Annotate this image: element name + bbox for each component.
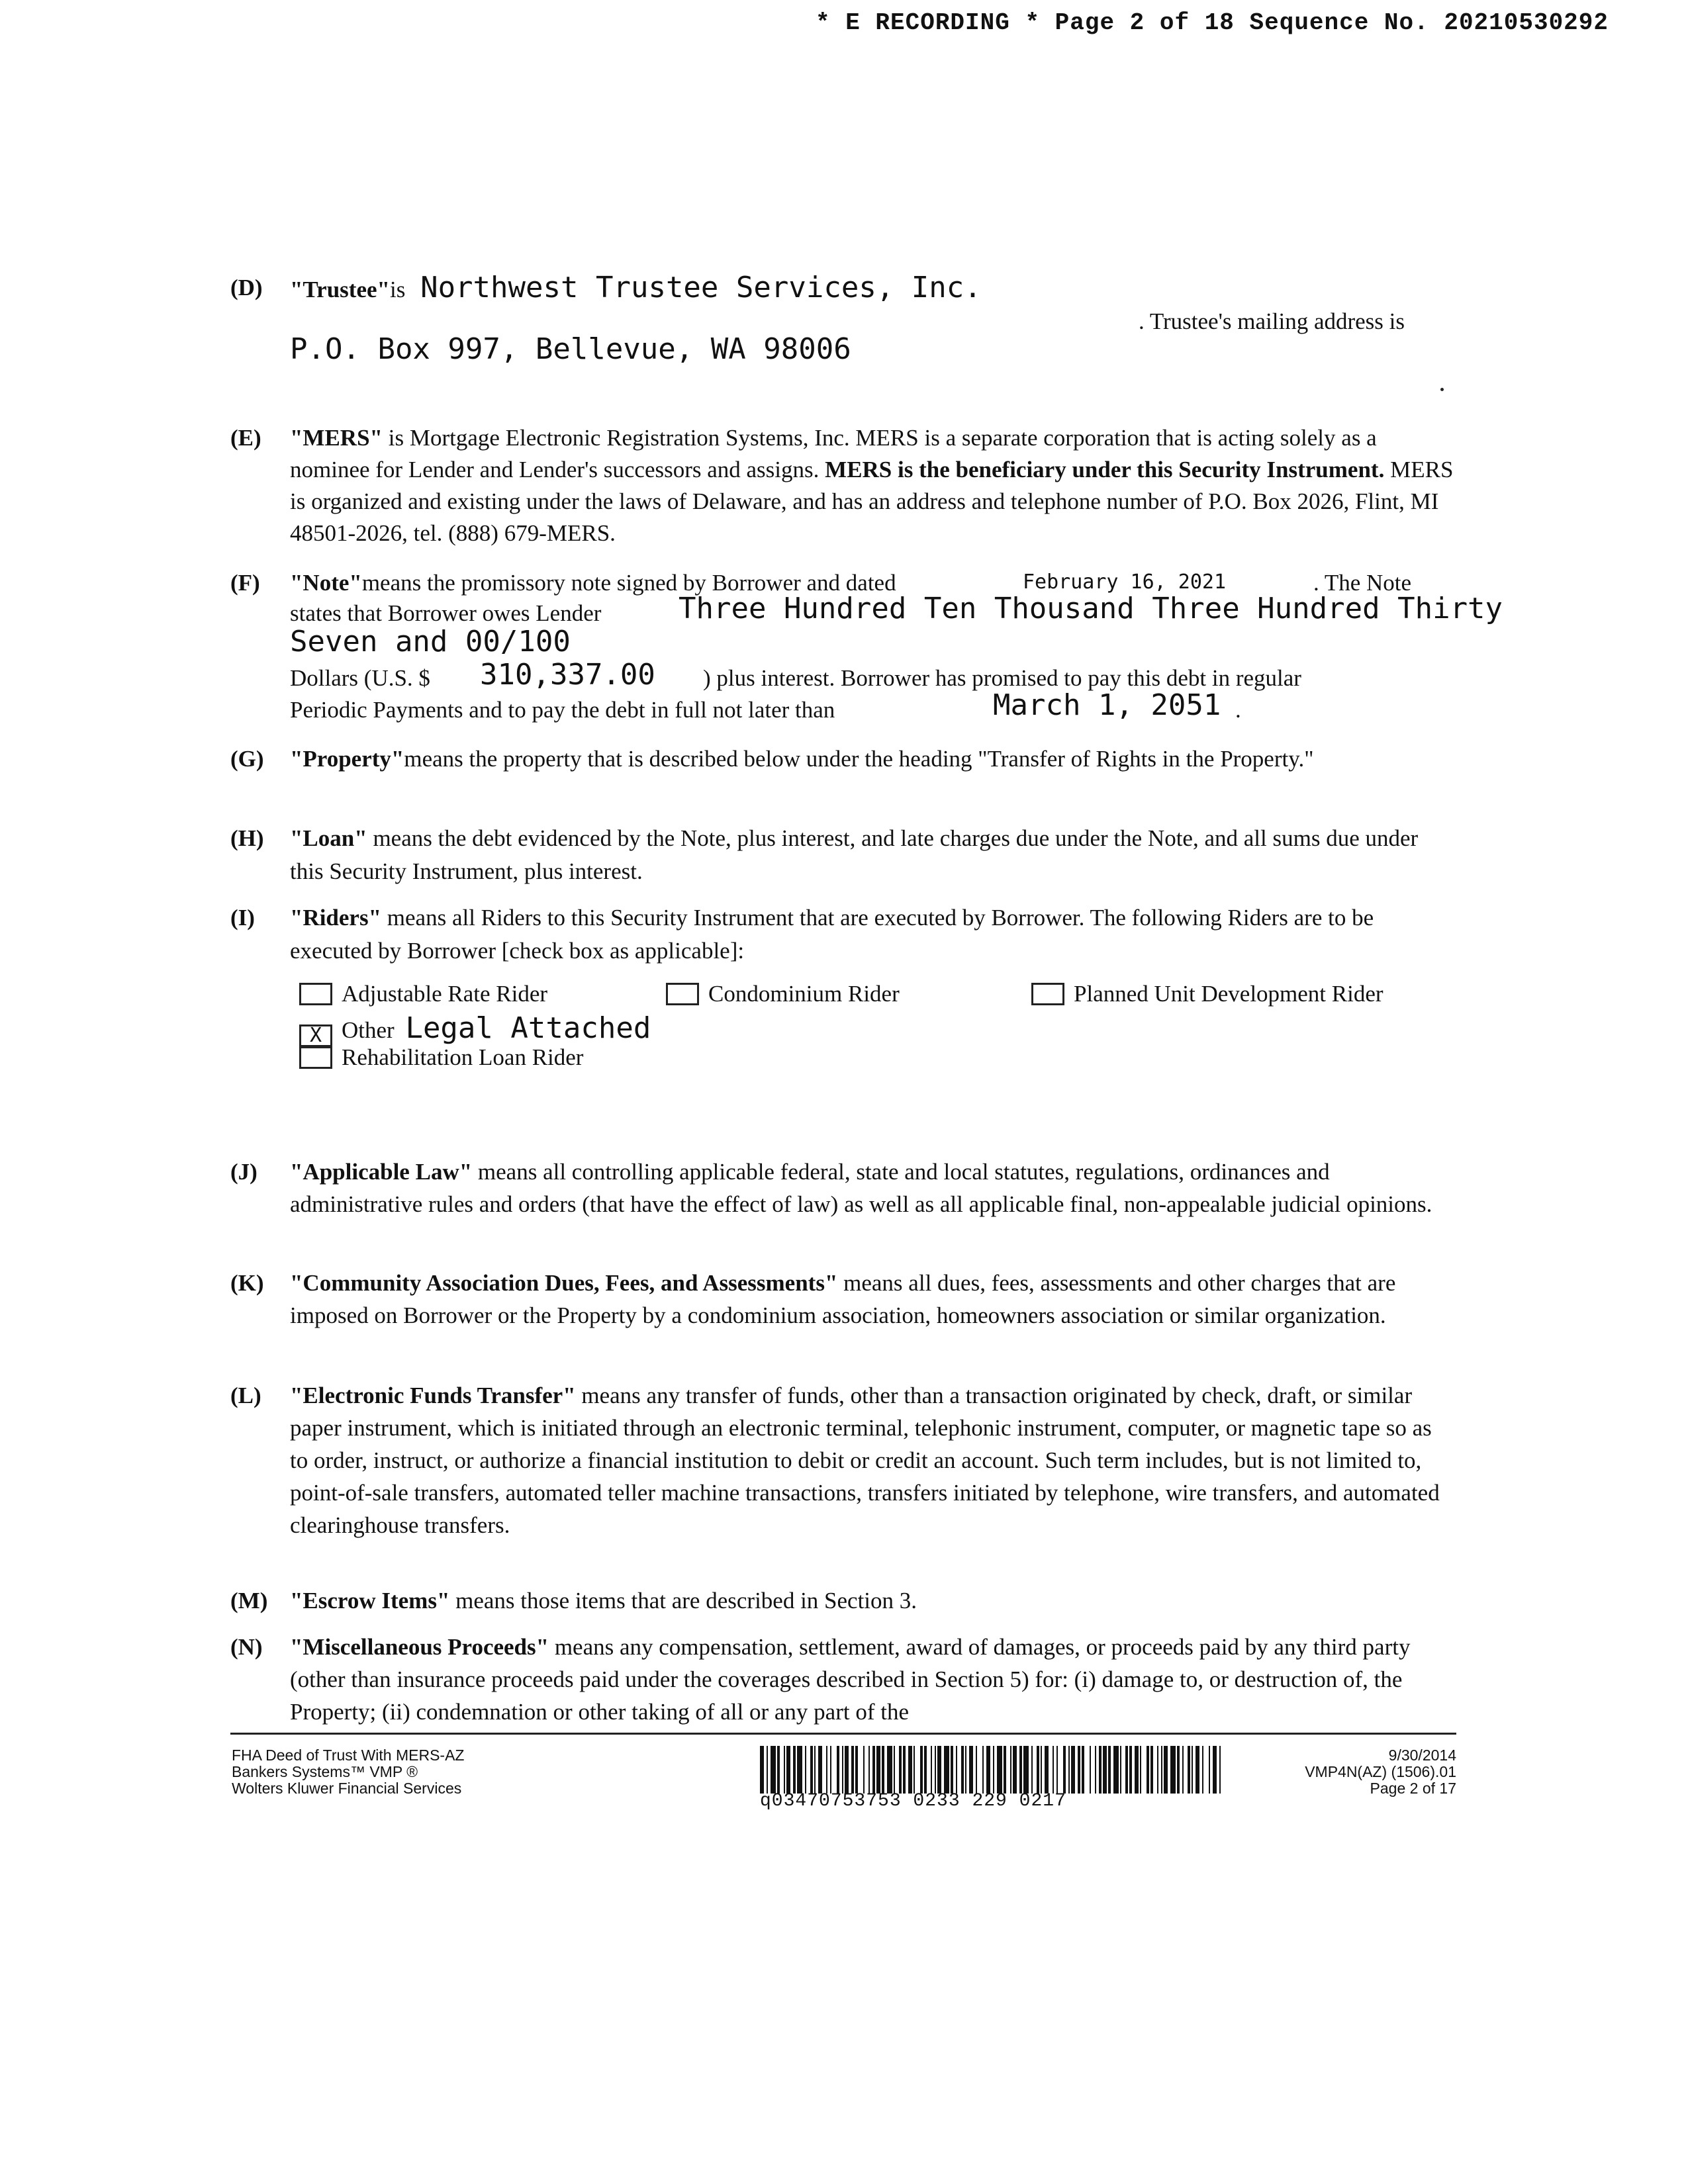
note-amount-words-2: Seven and 00/100 <box>290 625 571 659</box>
loan-text: means the debt evidenced by the Note, plus interest, and late charges due under the Note, and all sums due under this Security Instrument, plus interest. <box>290 825 1419 884</box>
escrow-term: "Escrow Items" <box>290 1588 450 1614</box>
barcode-bar <box>1209 1746 1210 1794</box>
barcode-bar <box>1090 1746 1091 1794</box>
note-maturity-date: March 1, 2051 <box>993 688 1221 722</box>
barcode-bar <box>1010 1746 1011 1794</box>
barcode-bar <box>1150 1746 1153 1794</box>
section-n-label: (N) <box>230 1634 263 1660</box>
barcode-bar <box>1068 1746 1070 1794</box>
barcode-bar <box>826 1746 827 1794</box>
footer-page: Page 2 of 17 <box>1370 1780 1456 1797</box>
barcode-bar <box>976 1746 977 1794</box>
barcode-bar <box>1013 1746 1017 1794</box>
riders-text: means all Riders to this Security Instrument that are executed by Borrower. The following Riders are to be executed by Borrower [check box as applicable]: <box>290 905 1374 964</box>
footer-rule <box>230 1733 1456 1735</box>
trustee-mailing-text: . Trustee's mailing address is <box>1139 308 1405 334</box>
barcode-bar <box>882 1746 884 1794</box>
community-text: means all dues, fees, assessments and other charges that are imposed on Borrower or the Property by a condominium association, homeowners association or similar organization. <box>290 1270 1396 1328</box>
barcode-bar <box>935 1746 936 1794</box>
rider-pud-label: Planned Unit Development Rider <box>1074 981 1383 1007</box>
community-term: "Community Association Dues, Fees, and Assessments" <box>290 1270 838 1296</box>
barcode-bar <box>1031 1746 1033 1794</box>
barcode-bar <box>993 1746 994 1794</box>
barcode-bar <box>1177 1746 1180 1794</box>
section-e-label: (E) <box>230 425 261 451</box>
barcode-bar <box>931 1746 932 1794</box>
rider-pud-checkbox[interactable] <box>1031 983 1064 1005</box>
footer-form-code: VMP4N(AZ) (1506).01 <box>1305 1763 1456 1780</box>
note-amount-words-1: Three Hundred Ten Thousand Three Hundred Thirty <box>679 592 1503 625</box>
barcode-bar <box>1157 1746 1158 1794</box>
barcode-bar <box>1103 1746 1107 1794</box>
section-j-label: (J) <box>230 1159 258 1185</box>
barcode-bar <box>914 1746 915 1794</box>
trustee-name: Northwest Trustee Services, Inc. <box>420 271 982 304</box>
trustee-is-text: is <box>389 277 406 302</box>
applicable-law-term: "Applicable Law" <box>290 1159 473 1185</box>
barcode-bar <box>899 1746 902 1794</box>
eft-text: means any transfer of funds, other than a transaction originated by check, draft, or similar paper instrument, which is initiated through an electronic terminal, telephonic instrument, computer, or magnetic tape so as to order, instruct, or authorize a financial institution to debit or credit an account. Such term includes, but is not limited to, point-of-sale transfers, automated teller machine transactions, transfers initiated by telephone, wire transfers, and automated clearinghouse transfers. <box>290 1383 1440 1538</box>
rider-condominium <box>666 981 900 1007</box>
applicable-law-text: means all controlling applicable federal, state and local statutes, regulations, ordinances and administrative rules and orders (that have the effect of law) as well as all applicable final, non-appealable judicial opinions. <box>290 1159 1432 1217</box>
barcode-bar <box>805 1746 806 1794</box>
riders-term: "Riders" <box>290 905 382 931</box>
rider-rehab-label: Rehabilitation Loan Rider <box>342 1044 584 1070</box>
mers-text-1: is Mortgage Electronic Registration Systems, Inc. MERS is a separate corporation that is acting solely as a nominee for Lender and Lender's successors and assigns. <box>290 425 1377 482</box>
recording-header: * E RECORDING * Page 2 of 18 Sequence No. 20210530292 <box>816 9 1609 36</box>
barcode-bar <box>1082 1746 1084 1794</box>
barcode-bar <box>894 1746 895 1794</box>
barcode-bar <box>1202 1746 1203 1794</box>
barcode-bar <box>1023 1746 1029 1794</box>
section-d-label: (D) <box>230 275 263 300</box>
barcode-bar <box>793 1746 796 1794</box>
barcode-bar <box>863 1746 865 1794</box>
rider-other-checkbox[interactable]: X <box>299 1024 332 1047</box>
section-l-label: (L) <box>230 1383 261 1408</box>
barcode-bar <box>1196 1746 1199 1794</box>
section-k-label: (K) <box>230 1270 264 1296</box>
mers-bold-text: MERS is the beneficiary under this Security Instrument. <box>825 457 1385 482</box>
barcode-bar <box>814 1746 816 1794</box>
barcode-bar <box>1213 1746 1217 1794</box>
barcode-bar <box>842 1746 843 1794</box>
rider-adjustable-checkbox[interactable] <box>299 983 332 1005</box>
barcode-bar <box>969 1746 973 1794</box>
misc-proceeds-text: means any compensation, settlement, award of damages, or proceeds paid by any third party (other than insurance proceeds paid under the coverages described in Section 5) for: (i) damage to, or destruction of, the Property; (ii) condemnation or other taking of all or any part of the <box>290 1634 1411 1725</box>
footer-company: Wolters Kluwer Financial Services <box>232 1780 462 1797</box>
note-text-6: Periodic Payments and to pay the debt in full not later than <box>290 697 835 723</box>
barcode-bar <box>1147 1746 1149 1794</box>
barcode-bar <box>908 1746 912 1794</box>
note-text-2: . The Note <box>1313 570 1412 596</box>
footer-form-name: FHA Deed of Trust With MERS-AZ <box>232 1747 465 1764</box>
barcode-bar <box>956 1746 957 1794</box>
barcode-bar <box>1053 1746 1054 1794</box>
section-f-label: (F) <box>230 570 260 596</box>
barcode-bar <box>771 1746 776 1794</box>
footer-date: 9/30/2014 <box>1388 1747 1456 1764</box>
barcode-bar <box>986 1746 990 1794</box>
misc-proceeds-term: "Miscellaneous Proceeds" <box>290 1634 549 1660</box>
note-text-1: means the promissory note signed by Borrower and dated <box>361 570 896 596</box>
barcode-bar <box>1041 1746 1042 1794</box>
barcode-bar <box>961 1746 964 1794</box>
note-text-5: ) plus interest. Borrower has promised to pay this debt in regular <box>703 665 1301 691</box>
barcode-bar <box>1182 1746 1184 1794</box>
barcode-bar <box>951 1746 953 1794</box>
trustee-address: P.O. Box 997, Bellevue, WA 98006 <box>290 332 851 366</box>
barcode-bar <box>1161 1746 1162 1794</box>
barcode-bar <box>851 1746 854 1794</box>
barcode-bar <box>1129 1746 1132 1794</box>
barcode-bar <box>1188 1746 1190 1794</box>
trustee-term: "Trustee" <box>290 277 390 302</box>
barcode-graphic <box>760 1746 1223 1794</box>
barcode-bar <box>1140 1746 1141 1794</box>
rider-adjustable <box>299 981 547 1007</box>
barcode-bar <box>920 1746 923 1794</box>
barcode-bar <box>887 1746 892 1794</box>
section-h-label: (H) <box>230 825 264 851</box>
barcode-bar <box>1170 1746 1176 1794</box>
barcode-text: q03470753753 0233 229 0217 <box>760 1791 1066 1811</box>
barcode-bar <box>872 1746 875 1794</box>
footer-right <box>1244 1747 1456 1797</box>
barcode-bar <box>777 1746 780 1794</box>
barcode-bar <box>1045 1746 1049 1794</box>
note-text-7: . <box>1235 697 1241 723</box>
loan-term: "Loan" <box>290 825 367 851</box>
rider-rehab <box>299 1044 583 1071</box>
rider-condominium-checkbox[interactable] <box>666 983 699 1005</box>
barcode-bar <box>1037 1746 1039 1794</box>
barcode <box>760 1746 1223 1794</box>
note-date: February 16, 2021 <box>1023 570 1227 594</box>
note-text-3: states that Borrower owes Lender <box>290 600 602 626</box>
barcode-bar <box>767 1746 768 1794</box>
barcode-bar <box>1095 1746 1096 1794</box>
rider-other <box>299 1011 651 1047</box>
barcode-bar <box>810 1746 813 1794</box>
barcode-bar <box>944 1746 949 1794</box>
barcode-bar <box>868 1746 870 1794</box>
barcode-bar <box>982 1746 984 1794</box>
barcode-bar <box>1019 1746 1022 1794</box>
barcode-bar <box>1071 1746 1075 1794</box>
barcode-bar <box>830 1746 831 1794</box>
barcode-bar <box>1004 1746 1006 1794</box>
section-g-label: (G) <box>230 746 264 772</box>
barcode-bar <box>845 1746 849 1794</box>
barcode-bar <box>837 1746 839 1794</box>
barcode-bar <box>855 1746 858 1794</box>
rider-condominium-label: Condominium Rider <box>708 981 900 1007</box>
note-text-4: Dollars (U.S. $ <box>290 665 430 691</box>
barcode-bar <box>903 1746 906 1794</box>
barcode-bar <box>797 1746 802 1794</box>
barcode-bar <box>786 1746 790 1794</box>
barcode-bar <box>965 1746 966 1794</box>
footer-vendor: Bankers Systems™ VMP ® <box>232 1763 418 1780</box>
barcode-bar <box>1113 1746 1119 1794</box>
barcode-bar <box>1063 1746 1066 1794</box>
barcode-bar <box>1192 1746 1193 1794</box>
barcode-bar <box>1078 1746 1080 1794</box>
mers-text-2: MERS is organized and existing under the laws of Delaware, and has an address and telephone number of P.O. Box 2026, Flint, MI 48501-2026, tel. (888) 679-MERS. <box>290 457 1454 546</box>
footer-left <box>232 1747 464 1797</box>
barcode-bar <box>1125 1746 1128 1794</box>
barcode-bar <box>1135 1746 1139 1794</box>
rider-rehab-checkbox[interactable] <box>299 1046 332 1069</box>
barcode-bar <box>1108 1746 1111 1794</box>
section-m-label: (M) <box>230 1588 268 1614</box>
escrow-text: means those items that are described in Section 3. <box>449 1588 917 1614</box>
property-term: "Property" <box>290 746 404 772</box>
rider-other-fill: Legal Attached <box>405 1011 651 1045</box>
barcode-bar <box>1056 1746 1058 1794</box>
barcode-bar <box>784 1746 785 1794</box>
barcode-bar <box>1219 1746 1221 1794</box>
barcode-bar <box>924 1746 927 1794</box>
rider-adjustable-label: Adjustable Rate Rider <box>342 981 548 1007</box>
barcode-bar <box>818 1746 822 1794</box>
stray-dot <box>1440 388 1444 391</box>
rider-pud <box>1031 981 1383 1007</box>
barcode-bar <box>760 1746 764 1794</box>
mers-term: "MERS" <box>290 425 383 451</box>
eft-term: "Electronic Funds Transfer" <box>290 1383 576 1408</box>
property-text: means the property that is described below under the heading "Transfer of Rights in the Property." <box>404 746 1314 772</box>
note-amount-number: 310,337.00 <box>480 658 655 692</box>
note-term: "Note" <box>290 570 362 596</box>
barcode-bar <box>937 1746 941 1794</box>
barcode-bar <box>1164 1746 1168 1794</box>
barcode-bar <box>1120 1746 1121 1794</box>
barcode-bar <box>1099 1746 1102 1794</box>
barcode-bar <box>997 1746 1002 1794</box>
rider-other-label: Other <box>342 1017 395 1043</box>
section-i-label: (I) <box>230 905 255 931</box>
barcode-bar <box>876 1746 880 1794</box>
